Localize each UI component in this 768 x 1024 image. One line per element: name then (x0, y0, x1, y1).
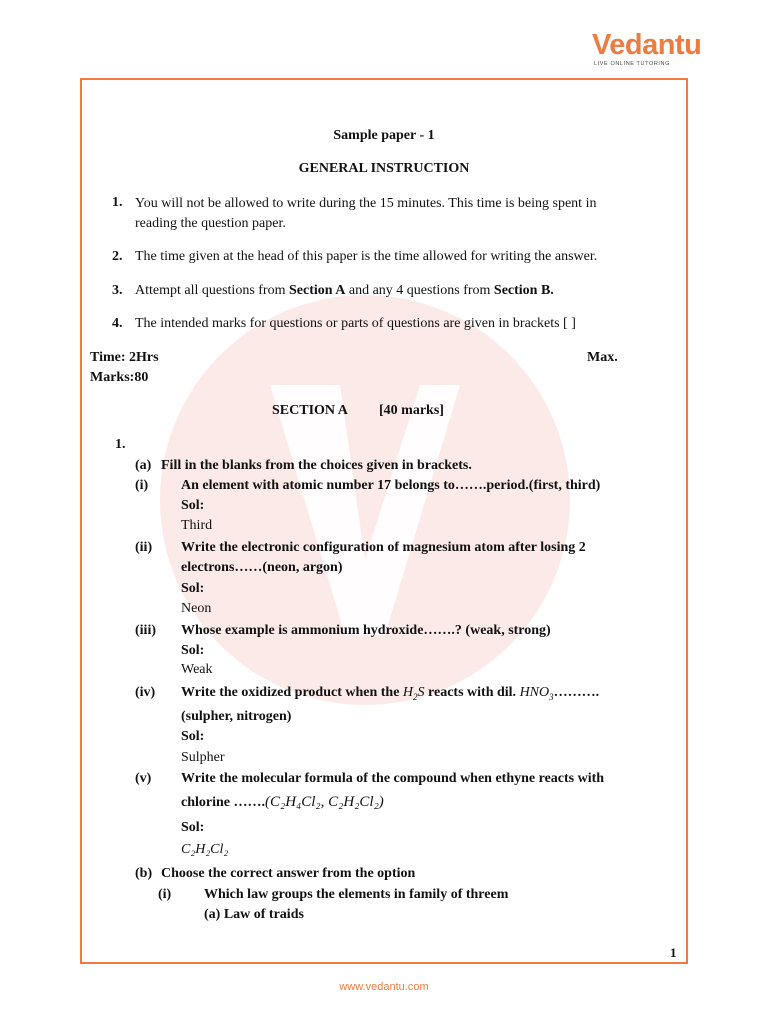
item-question-cont: (sulpher, nitrogen) (181, 709, 292, 724)
page-number: 1 (670, 945, 677, 960)
formula-hno3 (520, 685, 554, 700)
formula-options: (C₂H₄Cl₂, C₂H₂Cl₂) (265, 794, 384, 810)
paper-title: Sample paper - 1 (333, 128, 435, 143)
item-number: (iv) (135, 685, 156, 700)
brand-name: Vedantu (592, 29, 702, 61)
item-question-part: Write the oxidized product when the (181, 685, 400, 700)
item-answer: Weak (181, 662, 213, 677)
item-number: (i) (135, 478, 149, 493)
question-number: 1. (115, 437, 126, 452)
marks-label: Marks:80 (90, 370, 149, 385)
item-answer: Third (181, 518, 213, 533)
instruction-number: 3. (112, 283, 123, 298)
part-b-text: Choose the correct answer from the option (161, 866, 416, 881)
formula-subscript: 3 (549, 691, 554, 702)
vedantu-logo (592, 29, 702, 67)
item-question-part: ………. (553, 685, 600, 700)
instruction-number: 2. (112, 249, 123, 264)
brand-tagline: LIVE ONLINE TUTORING (594, 61, 670, 67)
vedantu-watermark-logo (155, 290, 575, 710)
formula-subscript: 2 (413, 691, 418, 702)
instruction-number: 4. (112, 316, 123, 331)
item-question: Write the molecular formula of the compound when ethyne reacts with (181, 771, 605, 786)
instruction-text (135, 282, 554, 300)
item-question: Write the electronic configuration of magnesium atom after losing 2 (181, 540, 586, 555)
instruction-text: The time given at the head of this paper is the time allowed for writing the answer. (135, 249, 598, 264)
item-question-cont (181, 793, 384, 812)
section-heading: SECTION A (272, 403, 348, 418)
part-a-text: Fill in the blanks from the choices given in brackets. (161, 458, 472, 473)
instruction-text: The intended marks for questions or parts of questions are given in brackets [ ] (135, 316, 576, 331)
formula-part: S (417, 685, 425, 700)
item-question-cont: electrons……(neon, argon) (181, 560, 343, 575)
max-label: Max. (587, 350, 618, 365)
formula-part: H (402, 685, 414, 700)
item-question-part: chlorine ……. (181, 795, 265, 810)
time-label: Time: 2Hrs (90, 350, 159, 365)
item-number: (v) (135, 771, 152, 786)
sol-label: Sol: (181, 729, 205, 744)
general-instruction-heading: GENERAL INSTRUCTION (298, 161, 470, 176)
item-question (181, 684, 599, 706)
instruction-text-part: Attempt all questions from (135, 283, 289, 298)
item-number: (i) (158, 887, 172, 902)
item-question: Which law groups the elements in family of threem (204, 887, 509, 902)
item-question: An element with atomic number 17 belongs to…….period.(first, third) (181, 478, 601, 493)
item-answer: Neon (181, 601, 212, 616)
formula-h2s (403, 685, 425, 700)
item-number: (ii) (135, 540, 153, 555)
formula-part: HNO (519, 685, 550, 700)
sol-label: Sol: (181, 643, 205, 658)
sol-label: Sol: (181, 581, 205, 596)
instruction-text: You will not be allowed to write during the 15 minutes. This time is being spent in reading the question paper. (135, 196, 597, 231)
part-b-label: (b) (135, 866, 153, 881)
item-number: (iii) (135, 623, 156, 638)
item-answer: Sulpher (181, 750, 225, 765)
section-b-ref: Section B. (493, 283, 554, 298)
footer-link[interactable]: www.vedantu.com (339, 981, 429, 993)
part-a-label: (a) (135, 458, 152, 473)
section-marks: [40 marks] (379, 403, 444, 418)
item-question: Whose example is ammonium hydroxide…….? (weak, strong) (181, 623, 551, 638)
item-answer: C₂H₂Cl₂ (181, 842, 229, 857)
sol-label: Sol: (181, 498, 205, 513)
item-option: (a) Law of traids (204, 907, 304, 922)
section-a-ref: Section A (288, 283, 346, 298)
sol-label: Sol: (181, 820, 205, 835)
item-question-part: reacts with dil. (428, 685, 517, 700)
instruction-number: 1. (112, 195, 123, 210)
instruction-text-part: and any 4 questions from (345, 283, 494, 298)
